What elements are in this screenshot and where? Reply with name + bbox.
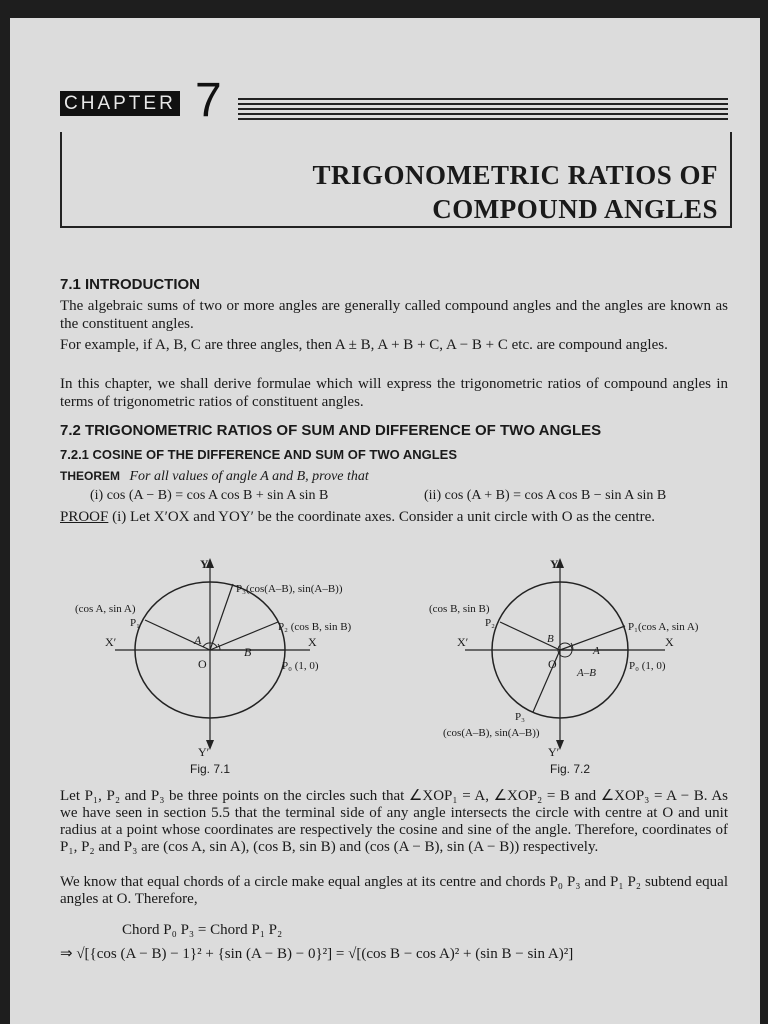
header-rules xyxy=(238,98,728,123)
equation-ii: (ii) cos (A + B) = cos A cos B − sin A sin B xyxy=(424,488,667,503)
fig1-label-p1-coords: (cos A, sin A) xyxy=(75,603,136,615)
figure-7-2-drawing xyxy=(415,550,735,760)
section-heading-introduction: 7.1 INTRODUCTION xyxy=(60,276,201,293)
fig1-label-p2: P₂ (cos B, sin B) xyxy=(278,621,352,633)
proof-label: PROOF xyxy=(60,509,109,525)
fig1-label-a: A xyxy=(194,633,202,647)
figure-7-2-caption: Fig. 7.2 xyxy=(550,762,591,776)
chapter-title-line2: COMPOUND ANGLES xyxy=(432,194,718,224)
intro-paragraph-2: For example, if A, B, C are three angles, then A ± B, A + B + C, A − B + C etc. are compound angles. xyxy=(60,337,668,353)
chapter-label: CHAPTER xyxy=(60,91,180,116)
fig2-label-y-prime: Y′ xyxy=(548,745,560,759)
theorem-label: THEOREM xyxy=(60,469,120,483)
fig2-label-a-minus-b: A–B xyxy=(577,667,596,679)
chapter-number: 7 xyxy=(195,74,222,127)
fig1-label-x-prime: X′ xyxy=(105,635,117,649)
fig1-label-p3: P₃(cos(A–B), sin(A–B)) xyxy=(236,583,343,595)
fig2-label-o: O xyxy=(548,657,557,671)
equation-i: (i) cos (A − B) = cos A cos B + sin A sin B xyxy=(90,488,329,503)
fig1-label-x: X xyxy=(308,635,317,649)
fig1-label-p0: P₀ (1, 0) xyxy=(282,660,319,672)
fig2-label-x: X xyxy=(665,635,674,649)
chapter-title xyxy=(312,158,718,226)
body-paragraph-chords: We know that equal chords of a circle make equal angles at its centre and chords P₀ P₃ and P₁ P₂ subtend equal angles at O. Therefore, xyxy=(60,874,728,907)
book-page xyxy=(10,18,760,1024)
fig2-label-y: Y xyxy=(550,557,559,571)
fig1-label-y-prime: Y′ xyxy=(198,745,210,759)
fig1-label-b: B xyxy=(244,645,252,659)
fig2-label-p1: P₁(cos A, sin A) xyxy=(628,621,699,633)
proof-paragraph xyxy=(60,508,728,526)
figure-7-1-drawing xyxy=(60,550,380,760)
chord-equation: Chord P₀ P₃ = Chord P₁ P₂ xyxy=(122,922,283,938)
fig2-label-x-prime: X′ xyxy=(457,635,469,649)
proof-text: (i) Let X′OX and YOY′ be the coordinate axes. Consider a unit circle with O as the centre. xyxy=(112,509,656,525)
fig2-label-a: A xyxy=(593,645,600,657)
figure-7-2 xyxy=(415,550,735,760)
intro-paragraph-3: In this chapter, we shall derive formulae which will express the trigonometric ratios of compound angles in terms of trigonometric ratios of constituent angles. xyxy=(60,376,728,410)
fig2-label-p2: P₂ xyxy=(485,617,495,629)
distance-formula: ⇒ √[{cos (A − B) − 1}² + {sin (A − B) − 0}²] = √[(cos B − cos A)² + (sin B − sin A)²] xyxy=(60,946,574,962)
section-heading-sum-difference: 7.2 TRIGONOMETRIC RATIOS OF SUM AND DIFFERENCE OF TWO ANGLES xyxy=(60,422,602,439)
fig1-label-y: Y xyxy=(200,557,209,571)
theorem xyxy=(60,469,369,485)
fig1-label-p1: P₁ xyxy=(130,617,140,629)
fig2-label-p3: P₃ xyxy=(515,711,525,723)
chapter-title-line1: TRIGONOMETRIC RATIOS OF xyxy=(312,160,718,190)
fig2-label-p0: P₀ (1, 0) xyxy=(629,660,666,672)
body-paragraph-points: Let P₁, P₂ and P₃ be three points on the circles such that ∠XOP₁ = A, ∠XOP₂ = B and ∠XOP₃ = A − B. As we have seen in section 5.5 that the terminal side of any angle intersects the circle with centre at O and unit radius at a point whose coordinates are respectively the cosine and sine of the angle. Therefore, coordinates of P₁, P₂ and P₃ are (cos A, sin A), (cos B, sin B) and (cos (A − B), sin (A − B)) respectively. xyxy=(60,788,728,855)
title-box xyxy=(60,132,732,228)
figure-7-1 xyxy=(60,550,380,760)
fig2-label-b: B xyxy=(547,633,554,645)
figure-7-1-caption: Fig. 7.1 xyxy=(190,762,231,776)
theorem-statement: For all values of angle A and B, prove that xyxy=(129,469,369,484)
intro-paragraph-1: The algebraic sums of two or more angles are generally called compound angles and the angles are known as the constituent angles. xyxy=(60,298,728,332)
fig2-label-p3-coords: (cos(A–B), sin(A–B)) xyxy=(443,727,540,739)
fig1-label-o: O xyxy=(198,657,207,671)
fig2-label-p2-coords: (cos B, sin B) xyxy=(429,603,490,615)
subsection-heading-cosine: 7.2.1 COSINE OF THE DIFFERENCE AND SUM OF TWO ANGLES xyxy=(60,447,458,462)
